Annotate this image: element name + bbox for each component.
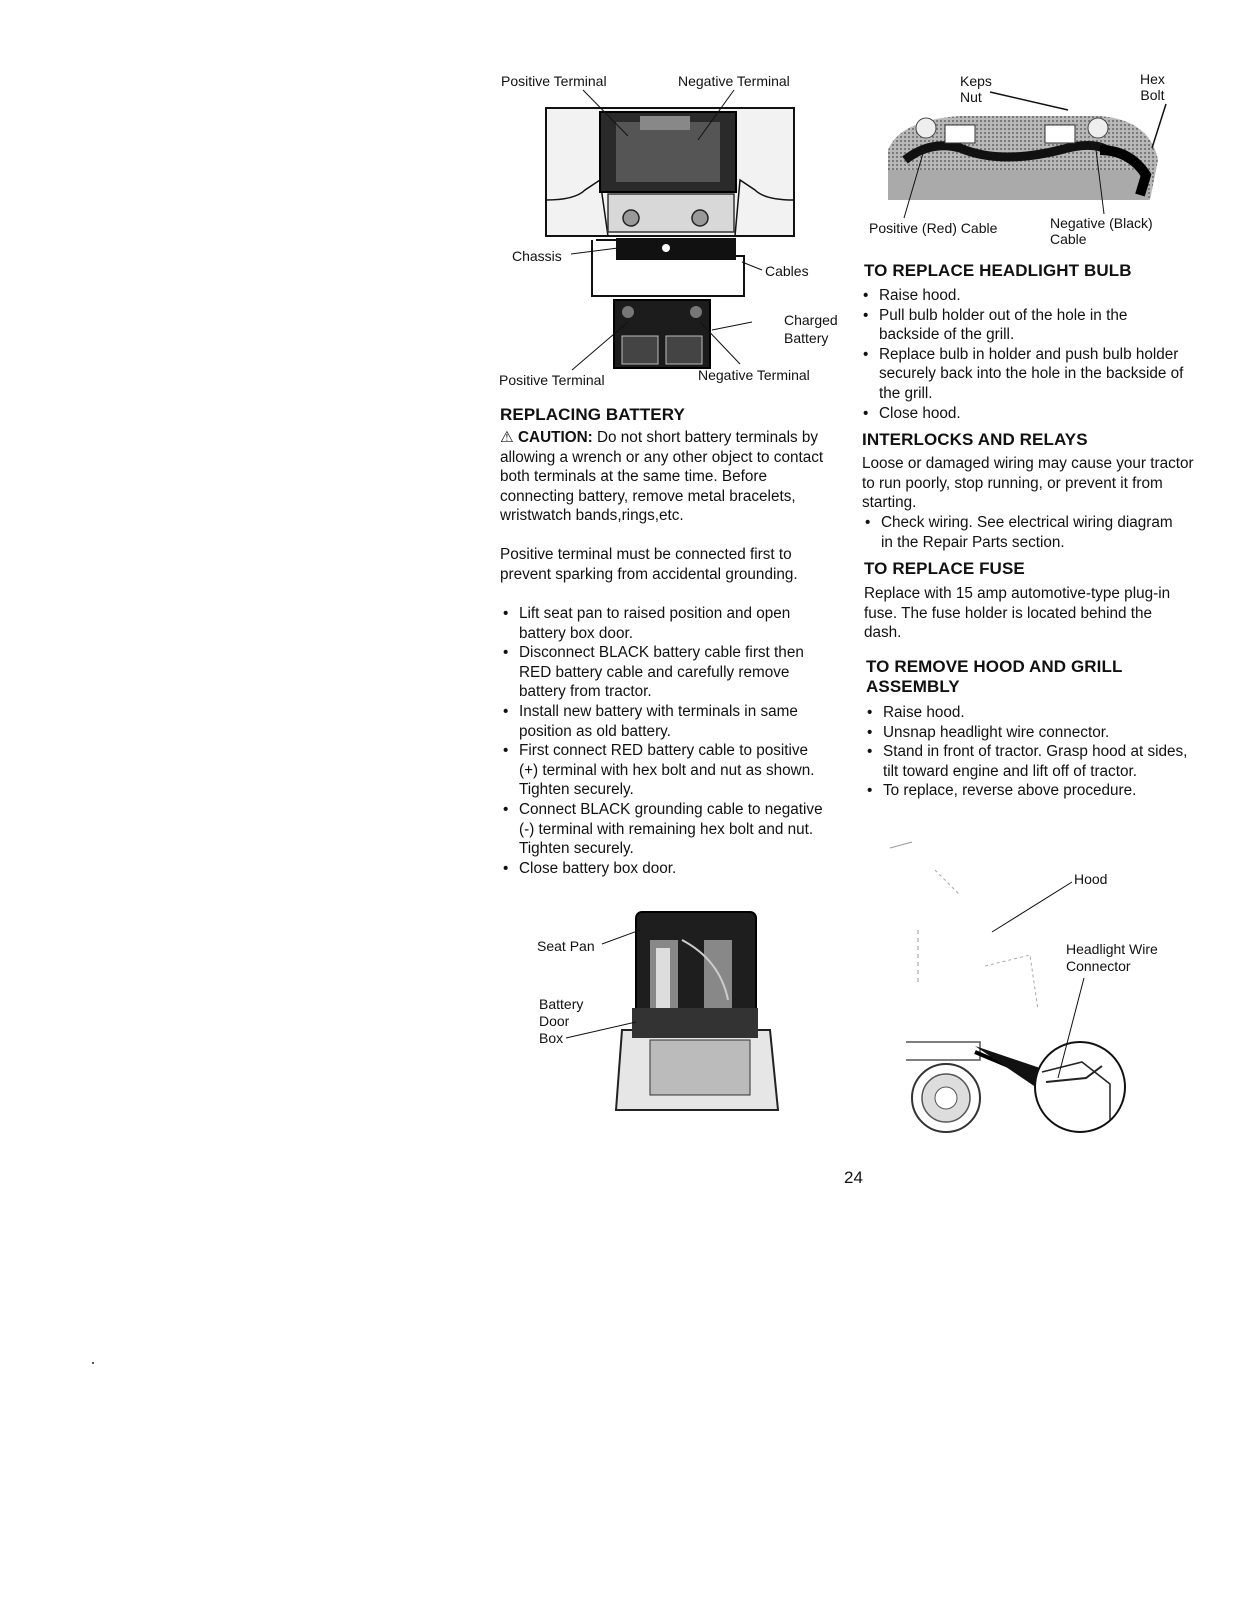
interlocks-text: Loose or damaged wiring may cause your tractor to run poorly, stop running, or prevent it from starting. [862,455,1194,512]
hood-grill-heading: TO REMOVE HOOD AND GRILL ASSEMBLY [866,657,1123,696]
caution-word: CAUTION: [517,429,593,446]
cables-label: Cables [765,263,809,279]
page-number: 24 [844,1168,863,1187]
list-item: • Lift seat pan to raised position and open battery box door. [500,604,830,643]
warning-icon: ⚠ [500,429,514,446]
list-item: • First connect RED battery cable to positive (+) terminal with hex bolt and nut as shown. Tighten securely. [500,741,830,800]
replacing-battery-heading: REPLACING BATTERY [500,405,685,424]
positive-red-cable-label: Positive (Red) Cable [869,220,998,236]
positive-first-paragraph: Positive terminal must be connected first to prevent sparking from accidental grounding. [500,546,798,583]
fuse-text: Replace with 15 amp automotive-type plug-in fuse. The fuse holder is located behind the dash. [864,585,1171,642]
battery-door-box-label: Battery Door Box [539,996,584,1046]
negative-black-cable-label: Negative (Black) Cable [1050,215,1153,247]
list-item: • Stand in front of tractor. Grasp hood at sides, tilt toward engine and lift off of tractor. [864,742,1194,781]
fuse-heading: TO REPLACE FUSE [864,559,1025,578]
list-item: • Close battery box door. [500,859,830,879]
negative-terminal-bottom-label: Negative Terminal [698,367,810,383]
negative-terminal-top-label: Negative Terminal [678,73,790,89]
interlocks-heading: INTERLOCKS AND RELAYS [862,430,1088,449]
caution-text: Do not short battery terminals by allowing a wrench or any other object to contact both terminals at the same time. Before connecting battery, remove metal bracelets, wristwatch bands,rings,etc. [500,429,824,525]
headlight-wire-connector-label: Headlight Wire Connector [1066,941,1158,974]
list-item: • Check wiring. See electrical wiring diagram in the Repair Parts section. [862,513,1182,552]
list-item: • Unsnap headlight wire connector. [864,723,1194,743]
list-item: • Raise hood. [860,286,1190,306]
keps-nut-label: Keps Nut [960,73,992,105]
list-item: • To replace, reverse above procedure. [864,781,1194,801]
hex-bolt-label: Hex Bolt [1140,71,1165,103]
list-item: • Replace bulb in holder and push bulb holder securely back into the hole in the backside of the grill. [860,345,1190,404]
stray-dot [92,1362,94,1364]
list-item: • Raise hood. [864,703,1194,723]
list-item: • Install new battery with terminals in same position as old battery. [500,702,830,741]
headlight-bulb-heading: TO REPLACE HEADLIGHT BULB [864,261,1132,280]
list-item: • Pull bulb holder out of the hole in the backside of the grill. [860,306,1190,345]
list-item: • Disconnect BLACK battery cable first then RED battery cable and carefully remove battery from tractor. [500,643,830,702]
chassis-label: Chassis [512,248,562,264]
seat-pan-label: Seat Pan [537,938,595,954]
list-item: • Connect BLACK grounding cable to negative (-) terminal with remaining hex bolt and nut. Tighten securely. [500,800,830,859]
charged-battery-label: Charged Battery [784,312,838,346]
positive-terminal-top-label: Positive Terminal [501,73,607,89]
positive-terminal-bottom-label: Positive Terminal [499,372,605,388]
hood-label: Hood [1074,871,1108,887]
list-item: • Close hood. [860,404,1190,424]
